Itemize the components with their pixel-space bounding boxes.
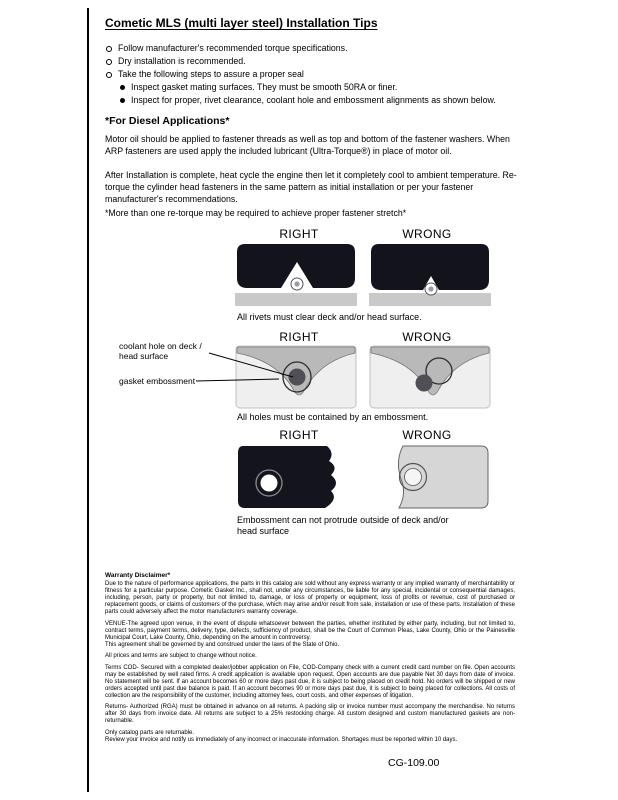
rivet-center xyxy=(428,286,433,291)
disclaimer-paragraph: VENUE-The agreed upon venue, in the event of dispute whatsoever between the parties, whether instituted by either party, including, but not limited to, contract terms, payment terms, delivery, type, defects, sufficiency of product, shall be the Court of Common Pleas, Lake County, Ohio or the Painesville Municipal Court, Lake County, Ohio, depending on the amount in controversy. xyxy=(105,620,515,641)
diagram-rivet-wrong xyxy=(369,242,491,308)
wrong-label: WRONG xyxy=(402,428,452,442)
bolt-hole xyxy=(405,469,422,486)
coolant-hole xyxy=(416,375,433,392)
page-code: CG-109.00 xyxy=(388,757,440,769)
diagram-row3-caption: Embossment can not protrude outside of deck and/or head surface xyxy=(237,515,449,536)
diagram-row1-images xyxy=(235,242,491,308)
retorque-note: *More than one re-torque may be required to achieve proper fastener stretch* xyxy=(105,208,407,218)
disclaimer-paragraph: Only catalog parts are returnable. xyxy=(105,729,195,736)
diagram-protrusion-right xyxy=(235,443,357,511)
list-item xyxy=(106,55,536,68)
left-margin-rule xyxy=(87,8,89,792)
disclaimer-paragraph: Review your invoice and notify us immediately of any incorrect or inaccurate information. Shortages must be reported within 10 days. xyxy=(105,736,458,743)
diesel-paragraph-1: Motor oil should be applied to fastener threads as well as top and bottom of the fastener washers. When ARP fasteners are used apply the included lubricant (Ultra-Torque®) in place of motor oil. xyxy=(105,134,510,156)
diesel-applications-heading: *For Diesel Applications* xyxy=(105,115,230,127)
disclaimer-paragraph: All prices and terms are subject to change without notice. xyxy=(105,653,257,659)
diagram-row2-caption: All holes must be contained by an embossment. xyxy=(237,412,429,422)
tip-text: Dry installation is recommended. xyxy=(118,56,246,66)
diagram-embossment-wrong xyxy=(369,345,491,409)
embossment-pointer-line xyxy=(196,379,279,381)
warranty-disclaimer xyxy=(105,572,515,748)
diagram-row1-caption: All rivets must clear deck and/or head surface. xyxy=(237,312,422,322)
disclaimer-paragraph: Terms COD- Secured with a completed dealer/jobber application on File, COD-Company check with a current credit card number on file. Open accounts may be established by well rated firms. A credit application is available upon request. Open accounts are due payable Net 30 days from date of invoice. No statement will be sent. If an account becomes 60 or more days past due, it is subject to being placed on credit hold. No orders will be shipped or new orders accepted until past due balance is paid. If an account becomes 90 or more days past due, it is subject to being placed for collections. All costs of collection are the responsibility of the customer, including attorney fees, court costs, and other expenses of litigation. xyxy=(105,664,515,699)
coolant-hole-callout: coolant hole on deck / head surface xyxy=(119,341,202,361)
list-item xyxy=(106,68,536,81)
hollow-bullet-icon xyxy=(106,72,112,78)
wrong-label: WRONG xyxy=(402,227,452,241)
deck-surface xyxy=(235,293,357,306)
filled-bullet-icon xyxy=(120,98,125,103)
list-item xyxy=(120,81,536,94)
tip-text: Inspect for proper, rivet clearance, coolant hole and embossment alignments as shown below. xyxy=(131,95,496,105)
right-label: RIGHT xyxy=(279,428,319,442)
hollow-bullet-icon xyxy=(106,46,112,52)
diagram-protrusion-wrong xyxy=(369,443,491,511)
diagram-row1-headers xyxy=(235,227,491,241)
list-item xyxy=(106,42,536,55)
right-label: RIGHT xyxy=(279,227,319,241)
callout-connector-lines xyxy=(119,341,319,401)
right-label: RIGHT xyxy=(279,330,319,344)
diagram-rivet-right xyxy=(235,242,357,308)
installation-tips-list xyxy=(106,42,536,107)
disclaimer-paragraph: Returns- Authorized (RGA) must be obtained in advance on all returns. A packing slip or invoice number must accompany the merchandise. No returns after 30 days from invoice date. All returns are subject to a 25% restocking charge. All custom designed and custom manufactured gaskets are non-returnable. xyxy=(105,704,515,724)
disclaimer-heading: Warranty Disclaimer* xyxy=(105,572,171,579)
wrong-label: WRONG xyxy=(402,330,452,344)
tip-text: Take the following steps to assure a proper seal xyxy=(118,69,304,79)
diesel-paragraph-2: After Installation is complete, heat cycle the engine then let it completely cool to ambient temperature. Re-torque the cylinder head fasteners in the same pattern as initial installation or per your fastener manufacturer's recommendations. xyxy=(105,170,517,204)
page-title: Cometic MLS (multi layer steel) Installation Tips xyxy=(105,16,378,30)
diagram-row3-images xyxy=(235,443,491,511)
disclaimer-paragraph: This agreement shall be governed by and construed under the laws of the State of Ohio. xyxy=(105,641,340,648)
bolt-hole xyxy=(261,475,278,492)
coolant-hole-pointer-line xyxy=(209,353,293,377)
rivet-center xyxy=(294,281,299,286)
disclaimer-paragraph: Due to the nature of performance applications, the parts in this catalog are sold without any express warranty or any implied warranty of merchantability or fitness for a particular purpose. Cometic Gasket Inc., shall not, under any circumstances, be liable for any special, incidental or consequential damages, including, person, party or property, but not limited to, damage, or loss of property or equipment, loss of profits or revenue, cost of purchased or replacement goods, or claims of customers of the purchase, which may arise and/or result from sale, installation or use of these parts. Installation of these parts could adversely affect the motor manufacturers warranty coverage. xyxy=(105,581,515,615)
tip-text: Inspect gasket mating surfaces. They must be smooth 50RA or finer. xyxy=(131,82,398,92)
deck-body xyxy=(238,446,336,508)
gasket-embossment-callout: gasket embossment xyxy=(119,376,196,386)
filled-bullet-icon xyxy=(120,85,125,90)
tip-text: Follow manufacturer's recommended torque specifications. xyxy=(118,43,348,53)
hollow-bullet-icon xyxy=(106,59,112,65)
diagram-row3-headers xyxy=(235,428,491,442)
list-item xyxy=(120,94,536,107)
